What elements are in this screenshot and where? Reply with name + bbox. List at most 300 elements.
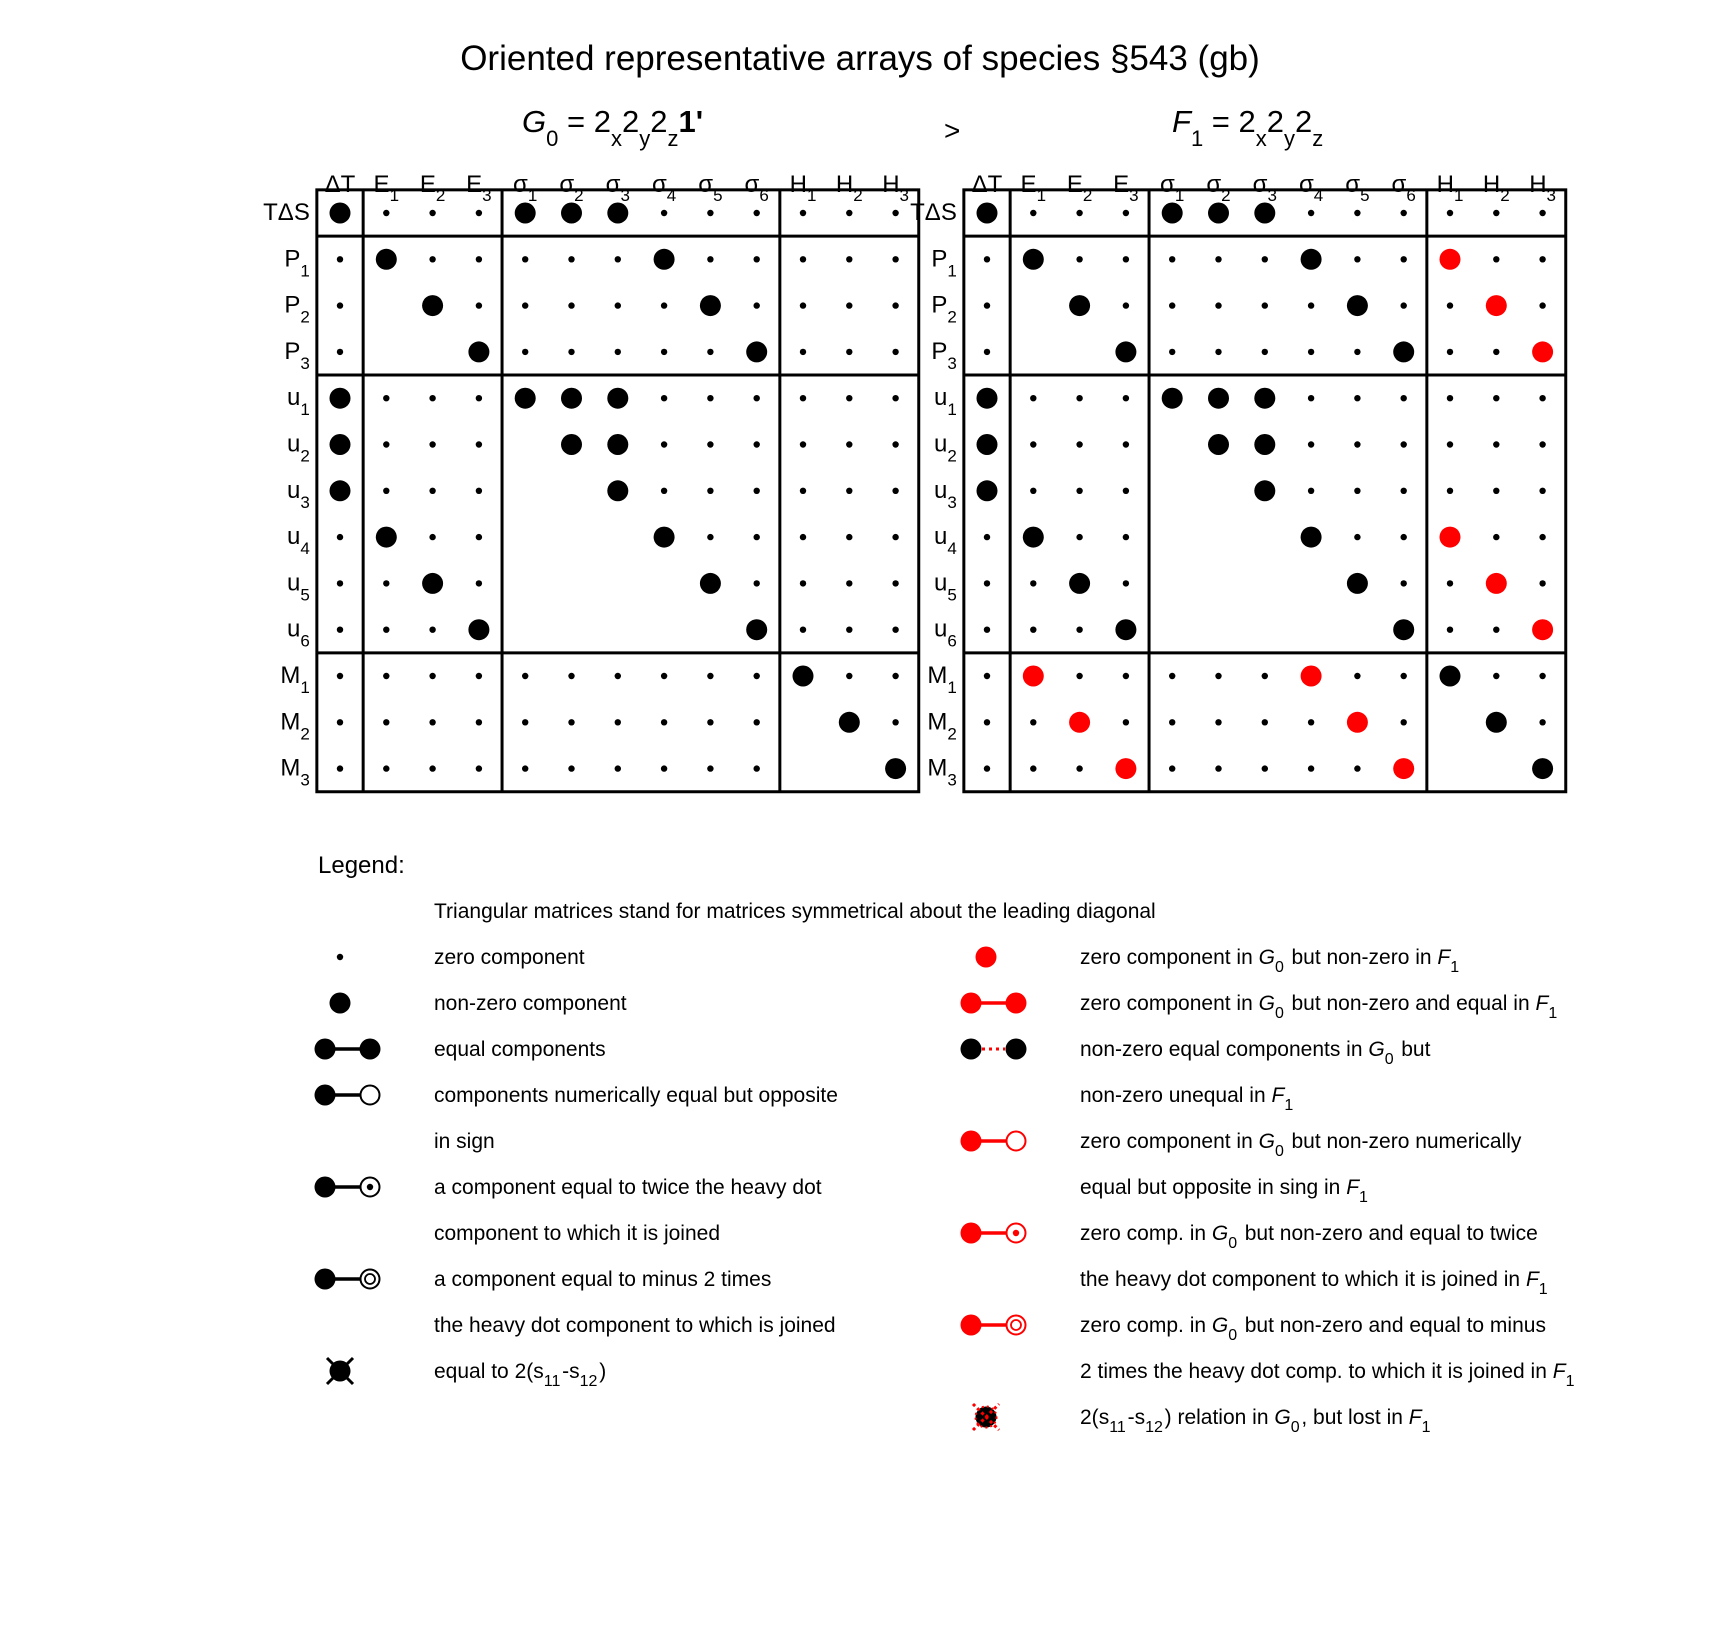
column-header: $\sigma_1$ — [513, 171, 538, 205]
header-g0: $G_0 = 2_x2_y2_z1'$ — [522, 104, 704, 151]
zero-component — [615, 673, 621, 679]
zero-component — [707, 534, 713, 540]
nonzero-component — [1254, 388, 1275, 409]
row-header: $P_2$ — [931, 291, 957, 327]
nonzero-component — [1115, 341, 1136, 362]
legend-text: equal but opposite in sing in $F_1$ — [1080, 1176, 1368, 1206]
nonzero-component — [1023, 249, 1044, 270]
zero-component — [476, 765, 482, 771]
nonzero-component — [1440, 666, 1461, 687]
zero-component — [337, 534, 343, 540]
zero-component — [1447, 302, 1453, 308]
zero-component — [1493, 349, 1499, 355]
red-component — [1347, 712, 1368, 733]
nonzero-component — [977, 388, 998, 409]
zero-component — [1539, 534, 1545, 540]
nonzero-component — [1347, 573, 1368, 594]
zero-component — [337, 673, 343, 679]
legend-item — [327, 1358, 606, 1390]
zero-component — [615, 719, 621, 725]
zero-component — [1169, 349, 1175, 355]
zero-component — [383, 395, 389, 401]
nonzero-component — [700, 573, 721, 594]
zero-component — [1539, 302, 1545, 308]
zero-component — [1539, 256, 1545, 262]
column-header: $\sigma_5$ — [1345, 171, 1370, 205]
nonzero-component — [1162, 388, 1183, 409]
zero-component — [337, 627, 343, 633]
nonzero-component — [561, 203, 582, 224]
zero-component — [1076, 627, 1082, 633]
zero-component — [1215, 719, 1221, 725]
nonzero-component — [376, 249, 397, 270]
zero-component — [522, 719, 528, 725]
zero-component — [707, 765, 713, 771]
nonzero-component — [330, 434, 351, 455]
zero-component — [429, 627, 435, 633]
column-header: $\sigma_6$ — [1391, 171, 1416, 205]
zero-component — [1354, 256, 1360, 262]
zero-component — [661, 719, 667, 725]
zero-component — [1354, 395, 1360, 401]
zero-component — [1262, 349, 1268, 355]
zero-component — [1123, 534, 1129, 540]
nonzero-component — [746, 619, 767, 640]
red-component — [1532, 619, 1553, 640]
zero-component — [1447, 441, 1453, 447]
legend-text: a component equal to twice the heavy dot — [434, 1176, 822, 1199]
row-header: $u_6$ — [287, 615, 310, 651]
zero-component — [754, 765, 760, 771]
zero-component — [1493, 627, 1499, 633]
zero-component — [1447, 395, 1453, 401]
nonzero-component — [1069, 295, 1090, 316]
zero-component — [337, 580, 343, 586]
zero-component — [1401, 488, 1407, 494]
nonzero-component — [515, 203, 536, 224]
zero-component — [1169, 719, 1175, 725]
legend-text: zero component in $G_0$ but non-zero in $F_1$ — [1080, 946, 1460, 976]
zero-component — [1123, 488, 1129, 494]
row-header: $u_5$ — [934, 569, 957, 605]
legend-item — [976, 946, 1461, 976]
zero-component — [892, 627, 898, 633]
zero-component — [1539, 673, 1545, 679]
zero-component — [568, 765, 574, 771]
nonzero-component — [885, 758, 906, 779]
zero-component — [1401, 580, 1407, 586]
red-component — [1532, 341, 1553, 362]
row-header: $P_1$ — [931, 245, 957, 281]
row-header: TΔS — [263, 199, 310, 226]
zero-component — [1354, 534, 1360, 540]
legend-item — [337, 946, 585, 969]
nonzero-component — [1486, 712, 1507, 733]
zero-component — [1401, 673, 1407, 679]
legend-text: non-zero unequal in $F_1$ — [1080, 1084, 1294, 1114]
zero-component — [476, 395, 482, 401]
link-twice-icon — [315, 1177, 380, 1198]
zero-component — [568, 349, 574, 355]
nonzero-component — [793, 666, 814, 687]
row-header: $u_1$ — [287, 384, 310, 420]
zero-component — [429, 719, 435, 725]
zero-component — [476, 441, 482, 447]
zero-component — [1030, 627, 1036, 633]
zero-component — [1539, 395, 1545, 401]
nonzero-component — [1532, 758, 1553, 779]
zero-component — [754, 395, 760, 401]
legend-item — [961, 1038, 1431, 1114]
zero-component — [892, 534, 898, 540]
nonzero-component — [1301, 249, 1322, 270]
zero-component — [1354, 349, 1360, 355]
zero-component — [568, 302, 574, 308]
zero-component — [1493, 210, 1499, 216]
red-crossed-dot-icon — [973, 1404, 999, 1430]
zero-component — [892, 488, 898, 494]
legend-text: equal components — [434, 1038, 606, 1061]
zero-component — [383, 673, 389, 679]
zero-component — [984, 302, 990, 308]
row-header: $P_2$ — [284, 291, 310, 327]
nonzero-component — [607, 480, 628, 501]
zero-component — [476, 673, 482, 679]
zero-component — [661, 349, 667, 355]
zero-component — [661, 765, 667, 771]
zero-component — [1308, 210, 1314, 216]
zero-component — [754, 488, 760, 494]
zero-component — [1076, 441, 1082, 447]
row-header: $u_2$ — [287, 430, 310, 466]
zero-component — [337, 349, 343, 355]
zero-component — [615, 302, 621, 308]
red-link-minus-two-icon — [961, 1315, 1026, 1336]
column-header: $H_3$ — [882, 171, 910, 205]
zero-component — [337, 765, 343, 771]
nonzero-component — [839, 712, 860, 733]
zero-component — [1076, 673, 1082, 679]
row-header: $u_4$ — [934, 523, 957, 559]
zero-component — [1123, 210, 1129, 216]
link-minus-two-icon — [315, 1269, 380, 1290]
red-component — [1301, 666, 1322, 687]
row-header: $M_2$ — [927, 708, 957, 744]
zero-component — [1308, 719, 1314, 725]
zero-component — [1539, 488, 1545, 494]
zero-component — [429, 765, 435, 771]
zero-component — [1030, 395, 1036, 401]
zero-component — [707, 719, 713, 725]
zero-component — [661, 673, 667, 679]
row-header: $u_4$ — [287, 523, 310, 559]
zero-component — [568, 673, 574, 679]
zero-component — [429, 673, 435, 679]
zero-component — [892, 349, 898, 355]
legend-item — [315, 1084, 838, 1153]
zero-component — [1262, 719, 1268, 725]
nonzero-component — [1162, 203, 1183, 224]
zero-component — [1123, 719, 1129, 725]
row-header: $u_3$ — [287, 476, 310, 512]
nonzero-component — [1208, 203, 1229, 224]
zero-component — [1030, 580, 1036, 586]
zero-component — [1030, 488, 1036, 494]
zero-component — [984, 673, 990, 679]
zero-component — [661, 441, 667, 447]
legend-text: $2(s_{11}$ $-s_{12}$ ) relation in $G_0$ , but lost in $F_1$ — [1080, 1406, 1431, 1436]
nonzero-component — [977, 434, 998, 455]
legend-item — [330, 992, 627, 1015]
legend-text: non-zero component — [434, 992, 627, 1015]
zero-component — [429, 256, 435, 262]
nonzero-component — [977, 203, 998, 224]
column-header: $H_2$ — [835, 171, 863, 205]
zero-component — [707, 349, 713, 355]
red-component — [1486, 295, 1507, 316]
zero-component — [800, 627, 806, 633]
row-header: $u_2$ — [934, 430, 957, 466]
column-header: $E_1$ — [1020, 171, 1047, 205]
zero-component — [1539, 580, 1545, 586]
crossed-dot-icon — [327, 1358, 353, 1384]
zero-component — [1354, 210, 1360, 216]
nonzero-component — [1393, 619, 1414, 640]
legend-item — [961, 1222, 1550, 1298]
zero-component — [476, 580, 482, 586]
zero-component — [1354, 765, 1360, 771]
legend-item — [961, 1314, 1577, 1390]
red-link-opposite-icon — [961, 1131, 1026, 1152]
zero-component — [383, 627, 389, 633]
zero-component — [846, 580, 852, 586]
row-header: $u_1$ — [934, 384, 957, 420]
zero-component — [383, 488, 389, 494]
nonzero-component — [468, 619, 489, 640]
column-header: $E_2$ — [1066, 171, 1093, 205]
legend-text: zero comp. in $G_0$ but non-zero and equal to minus — [1080, 1314, 1546, 1344]
legend-text: equal to $2(s_{11}$ $-s_{12}$ ) — [434, 1360, 607, 1390]
zero-component — [892, 302, 898, 308]
legend-item — [315, 1038, 606, 1061]
zero-component — [1262, 673, 1268, 679]
zero-component — [800, 488, 806, 494]
zero-component — [1030, 441, 1036, 447]
legend-text: non-zero equal components in $G_0$ but — [1080, 1038, 1431, 1068]
zero-component — [429, 210, 435, 216]
zero-component — [1076, 765, 1082, 771]
column-header: $\sigma_2$ — [1206, 171, 1231, 205]
zero-component — [1447, 488, 1453, 494]
zero-component — [984, 719, 990, 725]
nonzero-component — [654, 249, 675, 270]
zero-component — [754, 302, 760, 308]
zero-component — [1539, 210, 1545, 216]
matrix-f1 — [910, 171, 1566, 792]
zero-component — [800, 210, 806, 216]
zero-component — [1215, 765, 1221, 771]
zero-component — [1539, 441, 1545, 447]
zero-component — [476, 210, 482, 216]
column-header: $E_3$ — [466, 171, 492, 205]
zero-component — [984, 765, 990, 771]
row-header: $P_3$ — [931, 337, 957, 373]
zero-component — [707, 673, 713, 679]
nonzero-component — [746, 341, 767, 362]
zero-component — [1308, 441, 1314, 447]
zero-component — [984, 627, 990, 633]
legend-text: zero comp. in $G_0$ but non-zero and equal to twice — [1080, 1222, 1538, 1252]
row-header: $u_6$ — [934, 615, 957, 651]
zero-component — [1308, 395, 1314, 401]
zero-component — [383, 719, 389, 725]
zero-component — [892, 673, 898, 679]
legend-text: zero component — [434, 946, 585, 969]
header-separator: > — [944, 115, 961, 146]
zero-component — [984, 580, 990, 586]
nonzero-component — [561, 434, 582, 455]
zero-component — [754, 441, 760, 447]
red-dot-icon — [976, 947, 997, 968]
column-header: $\sigma_5$ — [698, 171, 723, 205]
zero-component — [846, 256, 852, 262]
column-header: $\sigma_2$ — [559, 171, 584, 205]
legend-text: 2 times the heavy dot comp. to which it is joined in $F_1$ — [1080, 1360, 1575, 1390]
zero-component — [1308, 488, 1314, 494]
zero-component — [661, 395, 667, 401]
zero-component — [1447, 210, 1453, 216]
zero-component — [707, 256, 713, 262]
column-header: $H_1$ — [789, 171, 817, 205]
zero-component — [892, 256, 898, 262]
small-dot-icon — [337, 954, 343, 960]
zero-component — [1169, 673, 1175, 679]
zero-component — [707, 441, 713, 447]
zero-component — [984, 534, 990, 540]
row-header: $M_1$ — [927, 662, 957, 697]
zero-component — [984, 349, 990, 355]
zero-component — [429, 534, 435, 540]
zero-component — [429, 395, 435, 401]
nonzero-component — [1254, 480, 1275, 501]
zero-component — [1401, 256, 1407, 262]
zero-component — [383, 210, 389, 216]
column-header: $\sigma_6$ — [744, 171, 769, 205]
zero-component — [1076, 210, 1082, 216]
zero-component — [1123, 256, 1129, 262]
legend-item — [961, 1130, 1522, 1206]
legend — [315, 852, 1577, 1436]
zero-component — [383, 765, 389, 771]
zero-component — [754, 210, 760, 216]
column-header: $E_1$ — [373, 171, 400, 205]
zero-component — [1123, 580, 1129, 586]
zero-component — [476, 302, 482, 308]
legend-text: zero component in $G_0$ but non-zero and equal in $F_1$ — [1080, 992, 1558, 1022]
zero-component — [1076, 256, 1082, 262]
nonzero-component — [330, 388, 351, 409]
zero-component — [892, 395, 898, 401]
zero-component — [1401, 302, 1407, 308]
zero-component — [1169, 256, 1175, 262]
diagram-title: Oriented representative arrays of species §543 (gb) — [460, 39, 1260, 78]
link-opposite-icon — [315, 1085, 380, 1106]
zero-component — [1539, 719, 1545, 725]
zero-component — [383, 580, 389, 586]
zero-component — [1401, 210, 1407, 216]
legend-item — [961, 992, 1559, 1022]
zero-component — [1169, 765, 1175, 771]
zero-component — [615, 349, 621, 355]
zero-component — [1076, 395, 1082, 401]
column-header: ΔT — [324, 171, 356, 198]
zero-component — [522, 673, 528, 679]
zero-component — [1493, 441, 1499, 447]
zero-component — [429, 441, 435, 447]
zero-component — [800, 256, 806, 262]
zero-component — [754, 673, 760, 679]
red-component — [1069, 712, 1090, 733]
zero-component — [337, 256, 343, 262]
nonzero-component — [1115, 619, 1136, 640]
zero-component — [337, 719, 343, 725]
zero-component — [1215, 349, 1221, 355]
legend-text: in sign — [434, 1130, 495, 1153]
red-component — [1486, 573, 1507, 594]
zero-component — [615, 256, 621, 262]
legend-item — [973, 1404, 1432, 1436]
nonzero-component — [654, 527, 675, 548]
column-header: ΔT — [971, 171, 1003, 198]
zero-component — [707, 395, 713, 401]
red-component — [1440, 249, 1461, 270]
row-header: $M_1$ — [280, 662, 310, 697]
zero-component — [846, 349, 852, 355]
zero-component — [1123, 302, 1129, 308]
zero-component — [1169, 302, 1175, 308]
zero-component — [984, 256, 990, 262]
dotted-link-icon — [961, 1039, 1027, 1060]
zero-component — [754, 256, 760, 262]
red-link-equal-icon — [961, 993, 1027, 1014]
zero-component — [754, 534, 760, 540]
legend-text: a component equal to minus 2 times — [434, 1268, 772, 1291]
nonzero-component — [1254, 203, 1275, 224]
zero-component — [1123, 395, 1129, 401]
zero-component — [846, 673, 852, 679]
zero-component — [383, 441, 389, 447]
zero-component — [1030, 719, 1036, 725]
row-header: $P_1$ — [284, 245, 310, 281]
zero-component — [568, 719, 574, 725]
zero-component — [337, 302, 343, 308]
nonzero-component — [561, 388, 582, 409]
nonzero-component — [1254, 434, 1275, 455]
zero-component — [892, 580, 898, 586]
nonzero-component — [468, 341, 489, 362]
zero-component — [615, 765, 621, 771]
nonzero-component — [700, 295, 721, 316]
nonzero-component — [422, 295, 443, 316]
zero-component — [800, 441, 806, 447]
zero-component — [800, 349, 806, 355]
nonzero-component — [1393, 341, 1414, 362]
row-header: $u_3$ — [934, 476, 957, 512]
zero-component — [1354, 673, 1360, 679]
zero-component — [661, 488, 667, 494]
zero-component — [1401, 719, 1407, 725]
zero-component — [754, 580, 760, 586]
